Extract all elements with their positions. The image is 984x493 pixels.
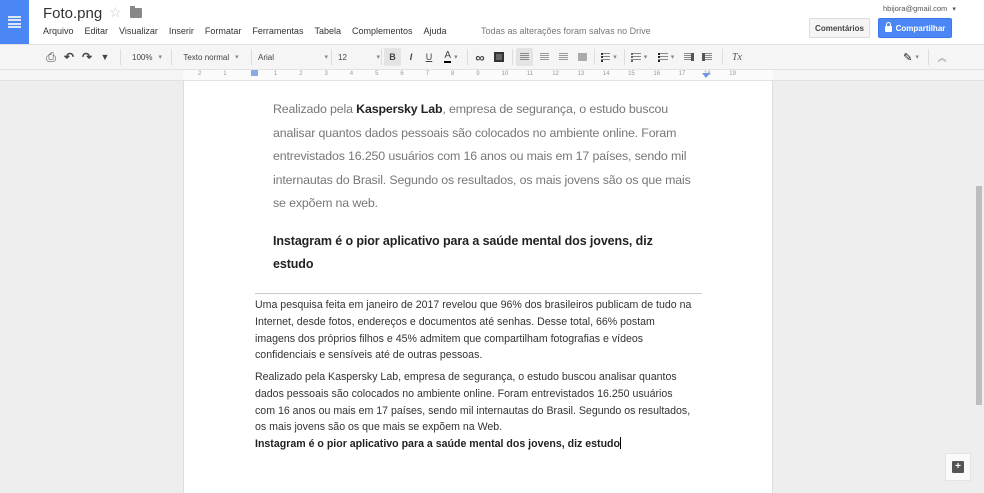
- menu-inserir[interactable]: Inserir: [168, 26, 194, 36]
- vertical-scrollbar[interactable]: [976, 186, 982, 405]
- chevron-down-icon: ▾: [670, 54, 675, 61]
- image-heading: Instagram é o pior aplicativo para a saúde mental dos jovens, diz estudo: [273, 234, 653, 271]
- align-left-icon: [520, 53, 529, 61]
- ruler-tick: 2: [198, 71, 202, 77]
- ruler-tick: 18: [704, 71, 711, 77]
- ruler-tick: 12: [552, 71, 559, 77]
- image-text: , empresa de segurança, o estudo buscou analisar quantos dados pessoais são colocados no ambiente online. Foram entrevistados 16.250 usuários com 16 anos ou mais em 17 países, sendo mil internautas do Brasil. Segundo os resultados, os mais jovens são os que mais se expõem na web.: [273, 102, 691, 210]
- docs-logo[interactable]: [0, 0, 29, 44]
- right-indent-marker[interactable]: [702, 73, 710, 78]
- font-select[interactable]: [258, 45, 328, 69]
- align-left-button[interactable]: [516, 48, 533, 66]
- menu-tabela[interactable]: Tabela: [314, 26, 341, 36]
- toolbar: [0, 44, 984, 70]
- chevron-down-icon: ▾: [643, 54, 648, 61]
- line-spacing-icon: [601, 53, 610, 62]
- star-icon[interactable]: ☆: [109, 4, 122, 20]
- ruler-tick: 1: [273, 71, 278, 77]
- ruler-tick: 17: [678, 71, 686, 77]
- pencil-icon: ✎: [903, 51, 913, 64]
- chevron-down-icon: ▾: [952, 6, 956, 13]
- left-indent-marker[interactable]: [251, 70, 258, 76]
- ruler-tick: 8: [451, 71, 455, 77]
- paragraph-2[interactable]: Realizado pela Kaspersky Lab, empresa de segurança, o estudo buscou analisar quantos dados pessoais são colocados no ambiente online. Foram entrevistados 16.250 usuários com 16 anos ou mais em 17 países, sendo mil internautas do Brasil. Segundo os resultados, os mais jovens são os que mais se expõem na Web.: [255, 371, 691, 434]
- ruler-tick: 11: [526, 71, 534, 77]
- increase-indent-icon: [702, 53, 712, 61]
- ruler-tick: 16: [653, 71, 661, 77]
- align-justify-button[interactable]: [575, 45, 589, 69]
- bulleted-list-icon: [658, 53, 668, 62]
- line-spacing-button[interactable]: [598, 45, 620, 69]
- ruler-tick: 2: [299, 71, 303, 77]
- chevron-down-icon: ▾: [324, 54, 328, 61]
- horizontal-rule: [255, 293, 702, 294]
- comments-button[interactable]: Comentários: [809, 18, 870, 38]
- chevron-down-icon: ▾: [235, 54, 239, 61]
- ruler[interactable]: [0, 70, 984, 81]
- font-value: Arial: [258, 52, 275, 62]
- menu-complementos[interactable]: Complementos: [351, 26, 413, 36]
- numbered-list-button[interactable]: [628, 45, 650, 69]
- ruler-tick: 6: [400, 71, 404, 77]
- menu-visualizar[interactable]: Visualizar: [119, 26, 158, 36]
- undo-icon[interactable]: ↶: [63, 50, 75, 64]
- numbered-list-icon: [631, 53, 641, 62]
- image-bold-text: Kaspersky Lab: [356, 102, 443, 116]
- align-center-button[interactable]: [537, 45, 551, 69]
- menu-bar: [43, 26, 458, 36]
- decrease-indent-icon: [684, 53, 694, 61]
- collapse-icon[interactable]: ︽: [937, 52, 947, 63]
- link-icon[interactable]: ∞: [475, 49, 485, 65]
- chevron-down-icon: ▾: [454, 54, 458, 61]
- heading-text: Instagram é o pior aplicativo para a saúde mental dos jovens, diz estudo: [255, 438, 620, 450]
- bulleted-list-button[interactable]: [655, 45, 677, 69]
- increase-indent-button[interactable]: [700, 45, 714, 69]
- chevron-down-icon: ▾: [915, 54, 919, 61]
- ruler-tick: 19: [729, 71, 736, 77]
- share-button[interactable]: [878, 18, 952, 38]
- ruler-tick: 3: [324, 71, 328, 77]
- folder-icon[interactable]: [130, 8, 142, 18]
- underline-button[interactable]: U: [425, 52, 433, 62]
- account-email: hbijora@gmail.com: [883, 4, 948, 13]
- ruler-tick: 7: [425, 71, 430, 77]
- menu-ferramentas[interactable]: Ferramentas: [252, 26, 304, 36]
- redo-icon[interactable]: ↷: [81, 50, 93, 64]
- zoom-value: 100%: [132, 52, 153, 62]
- align-justify-icon: [578, 53, 587, 61]
- image-paragraph: [273, 98, 693, 216]
- menu-ajuda[interactable]: Ajuda: [423, 26, 447, 36]
- ruler-tick: 10: [501, 71, 509, 77]
- style-select[interactable]: [175, 45, 247, 69]
- add-comment-button[interactable]: [945, 453, 971, 481]
- share-button-label: Compartilhar: [895, 23, 946, 33]
- heading-line[interactable]: [255, 436, 715, 452]
- bold-button[interactable]: B: [384, 48, 401, 66]
- document-page[interactable]: [183, 81, 773, 493]
- text-cursor: [620, 437, 621, 449]
- docs-icon: [8, 16, 21, 28]
- ruler-tick: 15: [628, 71, 635, 77]
- italic-button[interactable]: I: [409, 52, 413, 62]
- text-color-icon: A: [444, 50, 452, 61]
- ruler-tick: 13: [577, 71, 585, 77]
- decrease-indent-button[interactable]: [682, 45, 696, 69]
- account-menu[interactable]: [883, 4, 956, 13]
- paint-format-icon[interactable]: ▼: [100, 52, 110, 62]
- font-size-select[interactable]: [338, 45, 380, 69]
- ruler-tick: 4: [349, 71, 354, 77]
- lock-icon: [885, 26, 892, 32]
- app-header: [0, 0, 984, 44]
- ruler-track: [183, 70, 773, 80]
- print-icon[interactable]: ⎙: [46, 49, 56, 64]
- menu-arquivo[interactable]: Arquivo: [43, 26, 74, 36]
- ruler-tick: 9: [476, 71, 480, 77]
- menu-formatar[interactable]: Formatar: [204, 26, 242, 36]
- font-size-value: 12: [338, 52, 347, 62]
- zoom-select[interactable]: [126, 45, 168, 69]
- align-right-icon: [559, 53, 568, 61]
- insert-comment-icon: [494, 52, 504, 62]
- chevron-down-icon: ▾: [376, 54, 380, 61]
- align-right-button[interactable]: [556, 45, 570, 69]
- clear-formatting-icon[interactable]: Tx: [732, 51, 742, 63]
- paragraph-1[interactable]: Uma pesquisa feita em janeiro de 2017 revelou que 96% dos brasileiros publicam de tudo na Internet, desde fotos, endereços e documentos até senhas. Desse total, 66% postam imagens dos próprios filhos e 45% admitem que compartilham fotografias e vídeos confidenciais e sensíveis até de outras pessoas.: [255, 299, 692, 362]
- style-value: Texto normal: [183, 52, 230, 62]
- chevron-down-icon: ▾: [613, 54, 617, 61]
- document-title[interactable]: Foto.png: [43, 5, 103, 22]
- comment-insert-button[interactable]: [492, 45, 506, 69]
- editing-mode-button[interactable]: [900, 45, 922, 69]
- ruler-tick: 5: [375, 71, 379, 77]
- image-text: Realizado pela: [273, 102, 357, 116]
- save-status[interactable]: Todas as alterações foram salvas no Drive: [481, 26, 651, 36]
- align-center-icon: [540, 53, 549, 61]
- add-comment-icon: +: [952, 461, 964, 473]
- text-color-button[interactable]: [440, 45, 462, 69]
- menu-editar[interactable]: Editar: [84, 26, 109, 36]
- chevron-down-icon: ▾: [158, 54, 162, 61]
- ruler-tick: 1: [223, 71, 227, 77]
- ruler-tick: 14: [602, 71, 610, 77]
